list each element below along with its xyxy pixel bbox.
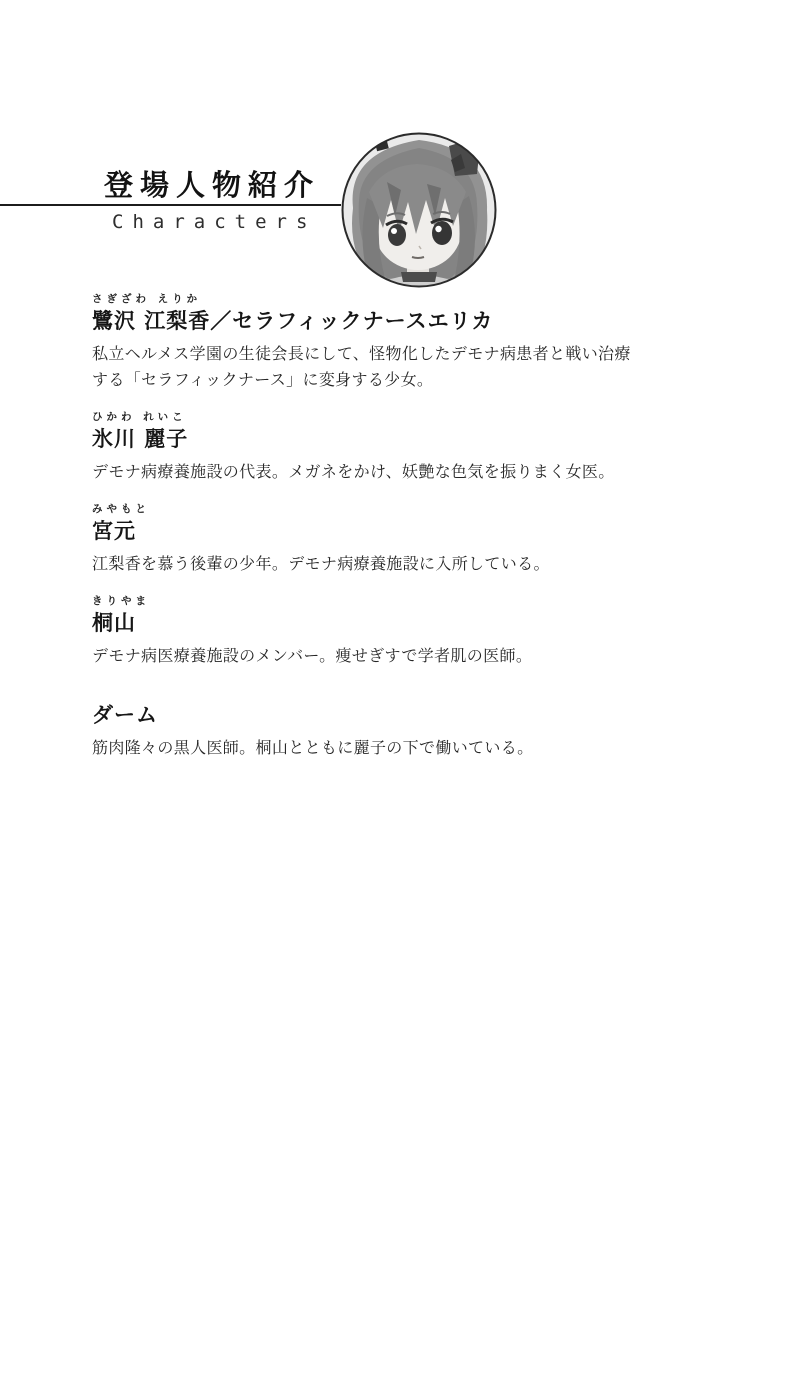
character-name: 宮元 xyxy=(92,518,136,543)
title-underline xyxy=(0,204,341,206)
character-description: 筋肉隆々の黒人医師。桐山とともに麗子の下で働いている。 xyxy=(92,738,534,757)
character-name: 桐山 xyxy=(92,610,136,635)
character-description: デモナ病療養施設の代表。メガネをかけ、妖艶な色気を振りまく女医。 xyxy=(92,462,615,481)
character-list xyxy=(92,292,654,778)
character-furigana: きりやま xyxy=(92,595,150,607)
character-furigana: ひかわ れいこ xyxy=(92,411,187,423)
character-entry xyxy=(92,502,654,577)
character-entry xyxy=(92,410,654,485)
character-furigana xyxy=(92,686,654,700)
character-furigana: みやもと xyxy=(92,503,150,515)
character-furigana: さぎざわ えりか xyxy=(92,293,202,305)
character-portrait xyxy=(339,130,499,290)
character-name: 氷川 麗子 xyxy=(92,426,189,451)
page-title: 登場人物紹介 xyxy=(104,168,321,202)
character-entry xyxy=(92,292,654,393)
page-subtitle: Characters xyxy=(112,211,317,233)
anime-girl-portrait-icon xyxy=(339,130,499,290)
character-entry xyxy=(92,686,654,761)
character-description: デモナ病医療養施設のメンバー。痩せぎすで学者肌の医師。 xyxy=(92,646,533,665)
character-description: 江梨香を慕う後輩の少年。デモナ病療養施設に入所している。 xyxy=(92,554,550,573)
character-description: 私立ヘルメス学園の生徒会長にして、怪物化したデモナ病患者と戦い治療する「セラフィックナース」に変身する少女。 xyxy=(92,344,631,389)
character-entry xyxy=(92,594,654,669)
character-name: ダーム xyxy=(92,702,158,727)
title-block xyxy=(104,163,320,204)
character-name: 鷺沢 江梨香／セラフィックナースエリカ xyxy=(92,308,494,333)
